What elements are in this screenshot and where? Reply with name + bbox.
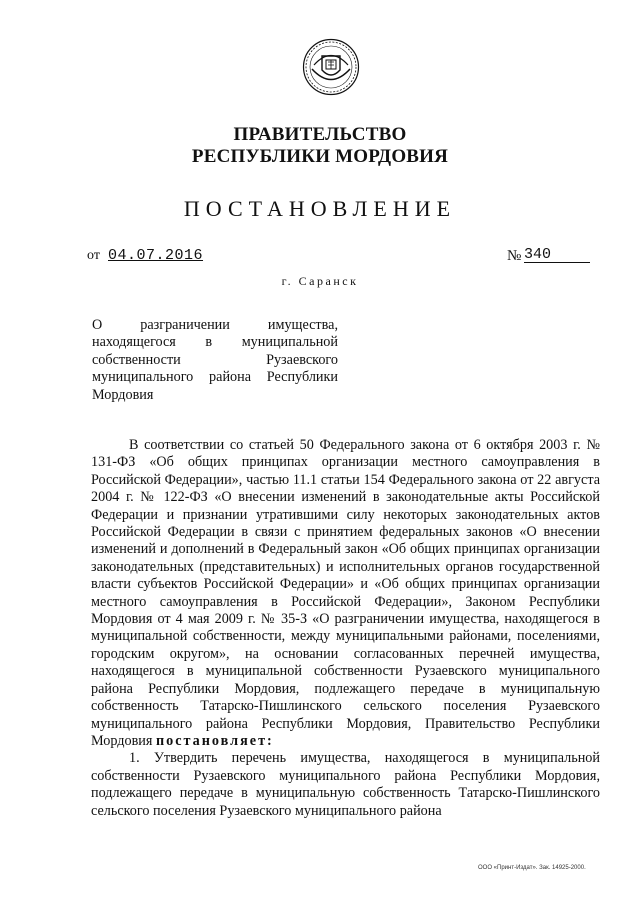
document-body: [91, 437, 600, 820]
document-number: 340: [524, 247, 590, 263]
document-subject: О разграничении имущества, находящегося в муниципальной собственности Рузаевского муниципального района Республики Мордовия: [92, 317, 338, 403]
body-paragraph-2: 1. Утвердить перечень имущества, находящегося в муниципальной собственности Рузаевского муниципального района Республики Мордовия, подлежащего передаче в муниципальную собственность Татарско-Пишлинского сельского поселения Рузаевского муниципального района: [91, 750, 600, 819]
number-label: №: [507, 248, 522, 264]
org-title-line1: ПРАВИТЕЛЬСТВО: [233, 124, 407, 145]
document-type: ПОСТАНОВЛЕНИЕ: [183, 196, 457, 221]
body-paragraph-1: [91, 437, 600, 750]
decree-word: постановляет:: [155, 732, 274, 749]
coat-of-arms-seal-icon: [302, 38, 360, 96]
org-title-line2: РЕСПУБЛИКИ МОРДОВИЯ: [191, 146, 449, 167]
date-label: от: [87, 248, 100, 263]
paragraph-1-text: В соответствии со статьей 50 Федерального закона от 6 октября 2003 г. № 131-ФЗ «Об общих принципах организации местного самоуправления в Российской Федерации», частью 11.1 статьи 154 Федерального закона от 22 августа 2004 г. № 122-ФЗ «О внесении изменений в законодательные акты Российской Федерации и признании утратившими силу некоторых законодательных актов Российской Федерации в связи с принятием федеральных законов «О внесении изменений и дополнений в Федеральный закон «Об общих принципах организации законодательных (представительных) и исполнительных органов государственной власти субъектов Российской Федерации» и «Об общих принципах организации местного самоуправления в Российской Федерации», Законом Республики Мордовия от 4 мая 2009 г. № 35-З «О разграничении имущества, находящегося в муниципальной собственности, между муниципальными районами, поселениями, городским округом», на основании согласованных перечней имущества, находящегося в муниципальной собственности Рузаевского муниципального района Республики Мордовия, подлежащего передаче в муниципальную собственность Татарско-Пишлинского сельского поселения Рузаевского муниципального района Республики Мордовия, Правительство Республики Мордовия: [91, 437, 600, 749]
city: г. Саранск: [281, 274, 359, 288]
document-date: 04.07.2016: [108, 247, 204, 264]
printer-imprint: ООО «Принт-Издат». Зак. 14925-2000.: [478, 865, 586, 871]
